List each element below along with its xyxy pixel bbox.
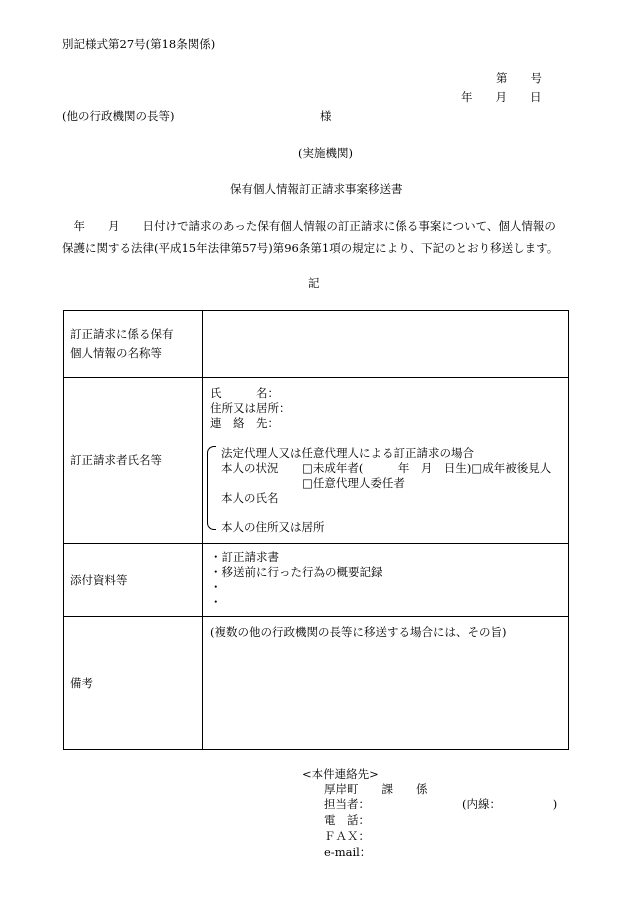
bracket-decoration [207,446,216,530]
status-agent-option: □任意代理人委任者 [302,476,405,490]
person-address-field: 本人の住所又は居所 [221,520,325,534]
row-label-line: 訂正請求に係る保有 [70,327,174,341]
requester-contact-field: 連 絡 先： [210,416,279,430]
document-date: 年 月 日 [461,90,542,104]
agent-case-label: 法定代理人又は任意代理人による訂正請求の場合 [221,446,474,460]
form-number: 別記様式第27号(第18条関係) [62,37,216,51]
sender-label: (実施機関) [298,146,353,160]
table-row [64,378,569,544]
info-name-cell[interactable] [203,311,569,378]
body-line-2: 保護に関する法律(平成15年法律第57号)第96条第1項の規定により、下記のとおり移送します。 [62,241,559,255]
requester-cell [203,378,569,544]
body-text [62,215,577,259]
row-label-remarks: 備考 [64,617,203,750]
addressee-label: (他の行政機関の長等) [62,109,175,123]
transfer-table [63,310,569,750]
row-label-line: 個人情報の名称等 [70,346,162,360]
attachment-item: ・移送前に行った行為の概要記録 [210,565,383,579]
contact-extension: (内線： ) [462,797,558,811]
ki-heading: 記 [308,276,320,290]
contact-heading: <本件連絡先> [302,767,379,781]
status-minor-option: □未成年者( 年 月 日生)□成年被後見人 [302,461,552,475]
page-title: 保有個人情報訂正請求事案移送書 [230,182,403,196]
row-label-info-name [64,311,203,378]
attachment-item: ・ [210,580,222,594]
remarks-cell [203,617,569,750]
contact-fax: ＦＡＸ： [324,829,370,843]
contact-email: e-mail： [324,845,372,859]
table-row [64,544,569,617]
document-number: 第 号 [496,71,542,85]
attachments-cell [203,544,569,617]
row-label-attachments: 添付資料等 [64,544,203,617]
requester-address-field: 住所又は居所： [210,401,291,415]
attachment-item: ・訂正請求書 [210,550,279,564]
person-status-label: 本人の状況 [221,461,279,475]
remarks-note: (複数の他の行政機関の長等に移送する場合には、その旨) [210,625,507,639]
contact-phone: 電 話： [324,813,370,827]
requester-name-field: 氏 名： [210,386,279,400]
body-line-1: 年 月 日付けで請求のあった保有個人情報の訂正請求に係る事案について、個人情報の [73,219,556,233]
row-label-requester: 訂正請求者氏名等 [64,378,203,544]
attachment-item: ・ [210,595,222,609]
contact-department: 厚岸町 課 係 [324,782,428,796]
contact-person: 担当者： [324,797,370,811]
person-name-field: 本人の氏名 [221,491,279,505]
table-row [64,311,569,378]
addressee-honorific: 様 [320,109,332,123]
table-row [64,617,569,750]
